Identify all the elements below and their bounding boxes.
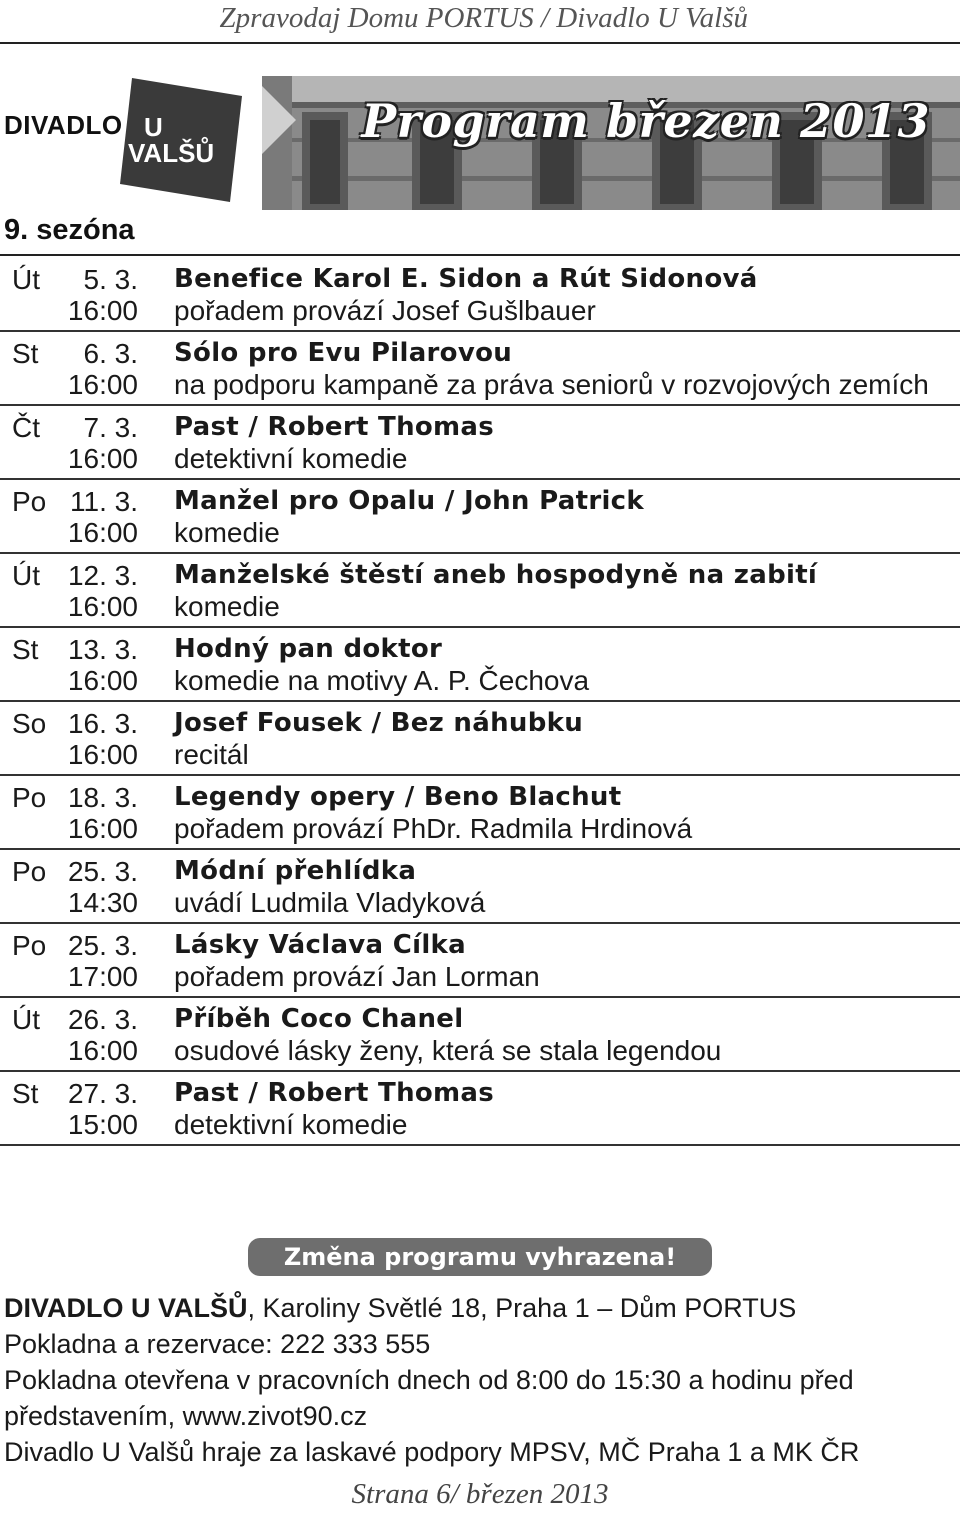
event-day: Po [12, 486, 47, 517]
event-row [0, 406, 960, 480]
publication-header [0, 0, 960, 44]
logo-valsu: VALŠŮ [128, 138, 215, 168]
event-title: Příběh Coco Chanel [174, 1004, 464, 1034]
event-subtitle: detektivní komedie [174, 443, 408, 474]
event-date: 27. 3. [67, 1078, 138, 1109]
event-time: 16:00 [67, 295, 138, 326]
event-date: 11. 3. [70, 486, 138, 517]
event-time: 16:00 [67, 591, 138, 622]
event-row [0, 776, 960, 850]
event-day: Út [12, 560, 40, 591]
event-day: St [12, 634, 39, 665]
event-time: 14:30 [67, 887, 138, 918]
logo-text: DIVADLO [4, 110, 123, 140]
event-subtitle: pořadem provází PhDr. Radmila Hrdinová [174, 813, 693, 844]
event-row [0, 1072, 960, 1146]
theatre-logo [120, 78, 242, 202]
event-row [0, 332, 960, 406]
venue-name: DIVADLO U VALŠŮ [4, 1293, 248, 1323]
event-date: 25. 3. [67, 930, 138, 961]
event-date: 5. 3. [83, 264, 138, 295]
event-date: 12. 3. [67, 560, 138, 591]
event-time: 16:00 [67, 517, 138, 548]
event-row [0, 924, 960, 998]
event-day: Čt [12, 412, 40, 443]
event-title: Sólo pro Evu Pilarovou [174, 338, 513, 368]
event-day: Po [12, 782, 47, 813]
event-subtitle: na podporu kampaně za práva seniorů v rozvojových zemích [174, 369, 929, 400]
season-label: 9. sezóna [4, 214, 135, 246]
venue-address [4, 1290, 960, 1326]
event-row [0, 850, 960, 924]
publication-title: Zpravodaj Domu PORTUS / Divadlo U Valšů [219, 2, 748, 34]
event-subtitle: komedie [174, 517, 280, 548]
event-date: 18. 3. [67, 782, 138, 813]
event-title: Manželské štěstí aneb hospodyně na zabití [174, 560, 818, 590]
event-date: 16. 3. [67, 708, 138, 739]
box-office-hours: Pokladna otevřena v pracovních dnech od 8:00 do 15:30 a hodinu před představením, www.zivot90.cz [4, 1365, 854, 1431]
event-title: Hodný pan doktor [174, 634, 443, 664]
event-subtitle: komedie [174, 591, 280, 622]
event-title: Josef Fousek / Bez náhubku [174, 708, 584, 738]
event-day: Po [12, 930, 47, 961]
logo-u: U [144, 112, 163, 142]
events-list [0, 258, 960, 1146]
event-title: Módní přehlídka [174, 856, 417, 886]
program-title: Program březen 2013 [361, 94, 930, 148]
event-time: 16:00 [67, 443, 138, 474]
event-title: Benefice Karol E. Sidon a Rút Sidonová [174, 264, 758, 294]
event-row [0, 480, 960, 554]
theatre-info [4, 1290, 960, 1470]
event-subtitle: uvádí Ludmila Vladyková [174, 887, 486, 918]
page-footer: Strana 6/ březen 2013 [351, 1478, 609, 1510]
event-day: Po [12, 856, 47, 887]
event-title: Lásky Václava Cílka [174, 930, 466, 960]
event-row [0, 554, 960, 628]
event-title: Past / Robert Thomas [174, 412, 495, 442]
support-note: Divadlo U Valšů hraje za laskavé podpory MPSV, MČ Praha 1 a MK ČR [4, 1437, 860, 1467]
program-change-notice: Změna programu vyhrazena! [248, 1238, 712, 1276]
event-time: 16:00 [67, 665, 138, 696]
event-subtitle: osudové lásky ženy, která se stala legendou [174, 1035, 722, 1066]
box-office-phone: Pokladna a rezervace: 222 333 555 [4, 1329, 431, 1359]
event-date: 7. 3. [83, 412, 138, 443]
event-row [0, 258, 960, 332]
event-row [0, 702, 960, 776]
event-day: So [12, 708, 47, 739]
event-time: 16:00 [67, 369, 138, 400]
event-time: 15:00 [67, 1109, 138, 1140]
event-day: Út [12, 264, 40, 295]
event-day: St [12, 1078, 39, 1109]
program-banner [262, 76, 960, 210]
event-time: 17:00 [67, 961, 138, 992]
event-time: 16:00 [67, 1035, 138, 1066]
event-date: 6. 3. [83, 338, 138, 369]
event-subtitle: recitál [174, 739, 249, 770]
season-rule [0, 254, 960, 256]
event-subtitle: pořadem provází Josef Gušlbauer [174, 295, 596, 326]
event-subtitle: pořadem provází Jan Lorman [174, 961, 540, 992]
event-date: 25. 3. [67, 856, 138, 887]
header-rule [0, 42, 960, 44]
venue-address-text: , Karoliny Světlé 18, Praha 1 – Dům PORTUS [247, 1293, 797, 1323]
event-title: Legendy opery / Beno Blachut [174, 782, 622, 812]
event-time: 16:00 [67, 739, 138, 770]
event-day: St [12, 338, 39, 369]
event-time: 16:00 [67, 813, 138, 844]
event-date: 13. 3. [67, 634, 138, 665]
event-date: 26. 3. [67, 1004, 138, 1035]
event-row [0, 628, 960, 702]
event-row [0, 998, 960, 1072]
event-title: Manžel pro Opalu / John Patrick [174, 486, 644, 516]
event-day: Út [12, 1004, 40, 1035]
event-subtitle: detektivní komedie [174, 1109, 408, 1140]
event-subtitle: komedie na motivy A. P. Čechova [174, 665, 590, 696]
event-title: Past / Robert Thomas [174, 1078, 495, 1108]
